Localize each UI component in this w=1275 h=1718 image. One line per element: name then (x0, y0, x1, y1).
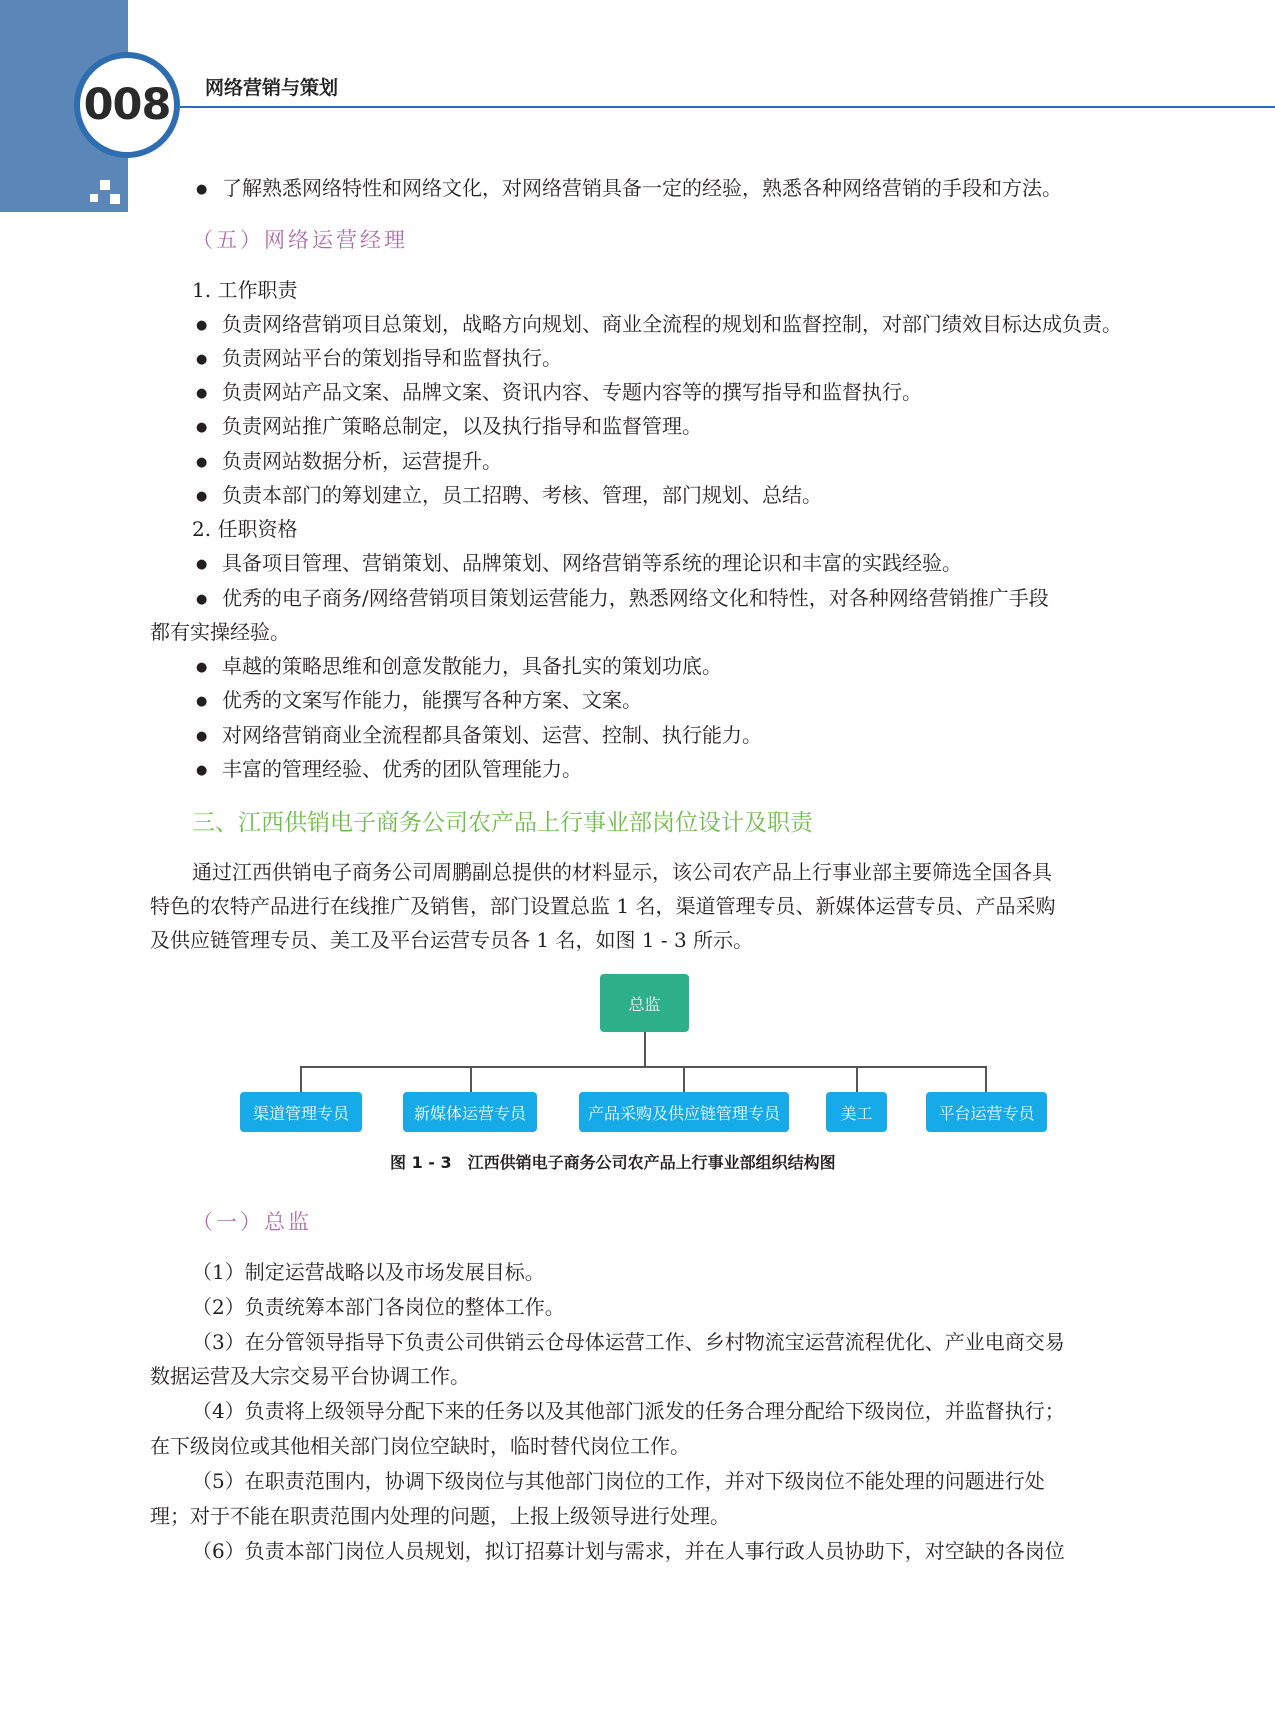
chart-connector-drop (985, 1066, 987, 1093)
org-node-designer: 美工 (826, 1092, 887, 1132)
bullet-item: ● 卓越的策略思维和创意发散能力，具备扎实的策划功底。 (196, 652, 722, 682)
figure-caption: 图 1 - 3 江西供销电子商务公司农产品上行事业部组织结构图 (390, 1153, 836, 1172)
bullet-item: ● 负责网站数据分析，运营提升。 (196, 447, 502, 477)
bullet-item: ● 优秀的文案写作能力，能撰写各种方案、文案。 (196, 686, 642, 716)
subsection-heading: （一）总监 (192, 1210, 312, 1234)
numbered-item: （6）负责本部门岗位人员规划，拟订招募计划与需求，并在人事行政人员协助下，对空缺的各岗位 (192, 1539, 1065, 1563)
org-node-channel-manager: 渠道管理专员 (240, 1092, 362, 1132)
book-title: 网络营销与策划 (205, 77, 339, 99)
numbered-item-continuation: 在下级岗位或其他相关部门岗位空缺时，临时替代岗位工作。 (150, 1434, 690, 1458)
numbered-item: （3）在分管领导指导下负责公司供销云仓母体运营工作、乡村物流宝运营流程优化、产业电商交易 (192, 1330, 1065, 1354)
chart-connector-drop (856, 1066, 858, 1093)
chart-connector-horizontal (301, 1066, 987, 1068)
chart-connector-drop (470, 1066, 472, 1093)
bullet-item: ● 对网络营销商业全流程都具备策划、运营、控制、执行能力。 (196, 721, 762, 751)
numbered-item: （1）制定运营战略以及市场发展目标。 (192, 1260, 545, 1284)
org-node-new-media-operator: 新媒体运营专员 (403, 1092, 537, 1132)
paragraph-line: 特色的农特产品进行在线推广及销售，部门设置总监 1 名，渠道管理专员、新媒体运营专员、产品采购 (150, 894, 1056, 918)
numbered-item-continuation: 理；对于不能在职责范围内处理的问题，上报上级领导进行处理。 (150, 1504, 730, 1528)
bullet-item: ● 负责网站产品文案、品牌文案、资讯内容、专题内容等的撰写指导和监督执行。 (196, 378, 922, 408)
org-node-platform-operator: 平台运营专员 (926, 1092, 1047, 1132)
page-number: 008 (74, 52, 180, 158)
numbered-item-continuation: 数据运营及大宗交易平台协调工作。 (150, 1364, 470, 1388)
paragraph-line: 通过江西供销电子商务公司周鹏副总提供的材料显示，该公司农产品上行事业部主要筛选全国各具 (192, 860, 1052, 884)
subsection-heading: （五）网络运营经理 (192, 228, 408, 252)
bullet-item: ● 负责本部门的筹划建立，员工招聘、考核、管理，部门规划、总结。 (196, 481, 822, 511)
numbered-item: （4）负责将上级领导分配下来的任务以及其他部门派发的任务合理分配给下级岗位，并监督执行； (192, 1399, 1065, 1423)
header-divider (180, 106, 1275, 108)
bullet-item: ● 负责网站平台的策划指导和监督执行。 (196, 344, 562, 374)
paragraph-line: 及供应链管理专员、美工及平台运营专员各 1 名，如图 1 - 3 所示。 (150, 928, 754, 952)
org-node-director: 总监 (600, 974, 689, 1032)
header-decoration-square (110, 194, 120, 204)
chart-connector-drop (300, 1066, 302, 1093)
list-title: 2. 任职资格 (192, 517, 298, 541)
numbered-item: （5）在职责范围内，协调下级岗位与其他部门岗位的工作，并对下级岗位不能处理的问题进行处 (192, 1469, 1045, 1493)
section-heading: 三、江西供销电子商务公司农产品上行事业部岗位设计及职责 (192, 810, 813, 836)
bullet-item: ● 负责网站推广策略总制定，以及执行指导和监督管理。 (196, 412, 702, 442)
bullet-item: ● 了解熟悉网络特性和网络文化，对网络营销具备一定的经验，熟悉各种网络营销的手段和方法。 (196, 174, 1062, 204)
chart-connector-drop (683, 1066, 685, 1093)
bullet-item-continuation: 都有实操经验。 (150, 620, 290, 644)
chart-connector-vertical (644, 1032, 646, 1067)
list-title: 1. 工作职责 (192, 278, 298, 302)
numbered-item: （2）负责统筹本部门各岗位的整体工作。 (192, 1295, 565, 1319)
header-decoration-square (100, 180, 110, 190)
bullet-item: ● 优秀的电子商务/网络营销项目策划运营能力，熟悉网络文化和特性，对各种网络营销推广手段 (196, 584, 1049, 614)
bullet-item: ● 负责网络营销项目总策划，战略方向规划、商业全流程的规划和监督控制，对部门绩效目标达成负责。 (196, 310, 1122, 340)
bullet-item: ● 丰富的管理经验、优秀的团队管理能力。 (196, 755, 582, 785)
bullet-item: ● 具备项目管理、营销策划、品牌策划、网络营销等系统的理论识和丰富的实践经验。 (196, 549, 962, 579)
org-node-procurement-supply-chain: 产品采购及供应链管理专员 (579, 1092, 789, 1132)
header-decoration-square (90, 194, 98, 202)
